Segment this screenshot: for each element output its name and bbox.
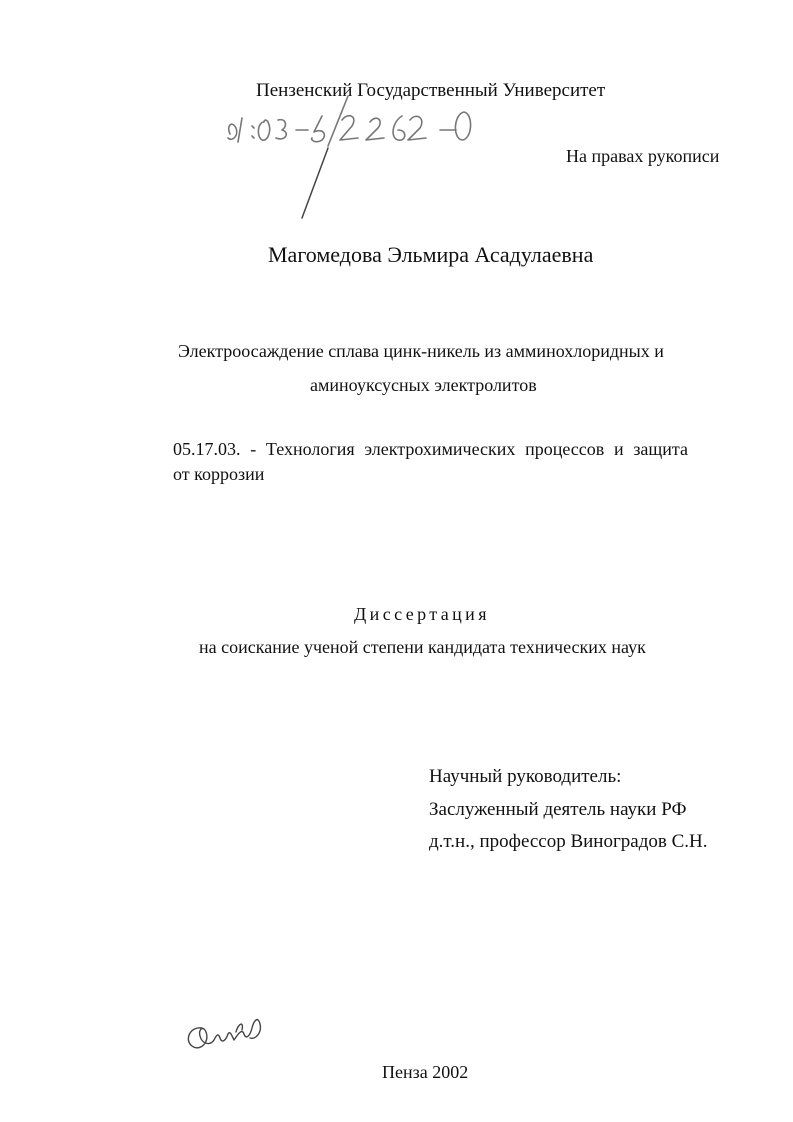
supervisor-name: д.т.н., профессор Виноградов С.Н.: [429, 831, 708, 852]
handwritten-archive-number: [212, 92, 482, 222]
degree-purpose: на соискание ученой степени кандидата технических наук: [199, 637, 646, 657]
supervisor-label: Научный руководитель:: [429, 766, 622, 787]
handwritten-signature: [180, 1010, 275, 1058]
supervisor-honor: Заслуженный деятель науки РФ: [429, 799, 687, 820]
dissertation-title-line-1: Электроосаждение сплава цинк-никель из амминохлоридных и: [178, 341, 664, 361]
author-name: Магомедова Эльмира Асадулаевна: [268, 242, 594, 267]
specialty-code-line-2: от коррозии: [173, 464, 265, 484]
university-name: Пензенский Государственный Университет: [256, 80, 606, 101]
dissertation-title-line-2: аминоуксусных электролитов: [310, 375, 537, 395]
work-type-heading: Диссертация: [354, 604, 490, 624]
manuscript-rights-note: На правах рукописи: [566, 146, 720, 166]
specialty-code-line-1: 05.17.03. - Технология электрохимических процессов и защита: [173, 439, 688, 459]
city-and-year: Пенза 2002: [382, 1062, 469, 1082]
